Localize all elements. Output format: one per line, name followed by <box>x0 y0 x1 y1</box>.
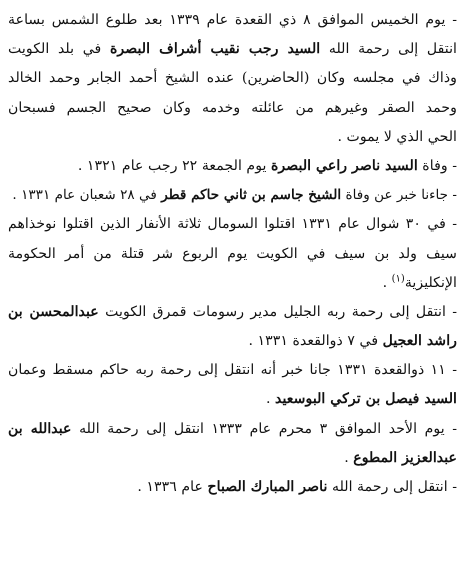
bold-name: السيد ناصر راعي البصرة <box>270 157 418 174</box>
bold-name: عبدالمحسن بن <box>8 303 99 320</box>
text-line: وحمد الصقر وغيرهم من عائلته وخدمه وكان صحيح الجسم فسبحان <box>8 99 457 116</box>
entry-sayyid-rajab <box>8 6 457 152</box>
text-line: - في ٣٠ شوال عام ١٣٣١ اقتلوا السومال ثلاثة الأنفار الذين اقتلوا نوخذاهم <box>8 216 457 233</box>
entry-sayyid-faisal <box>8 356 457 414</box>
footnote-marker: (١) <box>391 272 405 284</box>
text-line: عبدالعزيز المطوع . <box>344 449 457 466</box>
bold-name: السيد رجب نقيب أشراف البصرة <box>109 41 321 58</box>
text-line: السيد فيصل بن تركي البوسعيد . <box>266 391 457 408</box>
text-line: - يوم الأحد الموافق ٣ محرم عام ١٣٣٣ انتقل إلى رحمة الله عبدالله بن <box>8 420 457 437</box>
text-line: - يوم الخميس الموافق ٨ ذي القعدة عام ١٣٣٩ بعد طلوع الشمس بساعة <box>8 12 457 28</box>
entry-abdulmohsen <box>8 298 457 356</box>
entry-sheikh-jassim <box>8 181 457 210</box>
text-line: راشد العجيل في ٧ ذوالقعدة ١٣٣١ . <box>248 333 457 350</box>
entry-somali-event <box>8 210 457 298</box>
text-line: الإنكليزية$^{(١)}$ . <box>382 272 457 291</box>
text-line: - انتقل إلى رحمة الله ناصر المبارك الصباح عام ١٣٣٦ . <box>137 479 457 495</box>
text-line: - وفاة السيد ناصر راعي البصرة يوم الجمعة ٢٢ رجب عام ١٣٢١ . <box>77 157 457 174</box>
entry-nasser-almubarak <box>8 473 457 502</box>
bold-name: ناصر المبارك الصباح <box>207 479 328 495</box>
entry-sayyid-nasser <box>8 152 457 181</box>
entry-abdullah-almutawa <box>8 415 457 473</box>
text-line: - انتقل إلى رحمة ربه الجليل مدير رسومات قمرق الكويت عبدالمحسن بن <box>8 303 457 320</box>
text-line: انتقل إلى رحمة الله السيد رجب نقيب أشراف البصرة في بلد الكويت <box>8 41 457 58</box>
text-line: سيف ولد بن سيف في الكويت يوم الربوع شر قتلة من أمر الحكومة <box>8 245 457 262</box>
text-line: وذاك في مجلسه وكان (الحاضرين) عنده الشيخ أحمد الجابر وحمد الخالد <box>8 70 457 87</box>
text-line: الحي الذي لا يموت . <box>337 128 457 145</box>
bold-name: الشيخ جاسم بن ثاني حاكم قطر <box>161 187 342 204</box>
bold-name: راشد العجيل <box>382 333 457 350</box>
bold-name: السيد فيصل بن تركي البوسعيد <box>275 391 457 408</box>
text-line: - ١١ ذوالقعدة ١٣٣١ جانا خبر أنه انتقل إلى رحمة ربه حاكم مسقط وعمان <box>8 362 457 379</box>
bold-name: عبدالعزيز المطوع <box>353 449 457 466</box>
text-line: - جاءنا خبر عن وفاة الشيخ جاسم بن ثاني حاكم قطر في ٢٨ شعبان عام ١٣٣١ . <box>12 187 457 204</box>
bold-name: عبدالله بن <box>8 420 72 437</box>
